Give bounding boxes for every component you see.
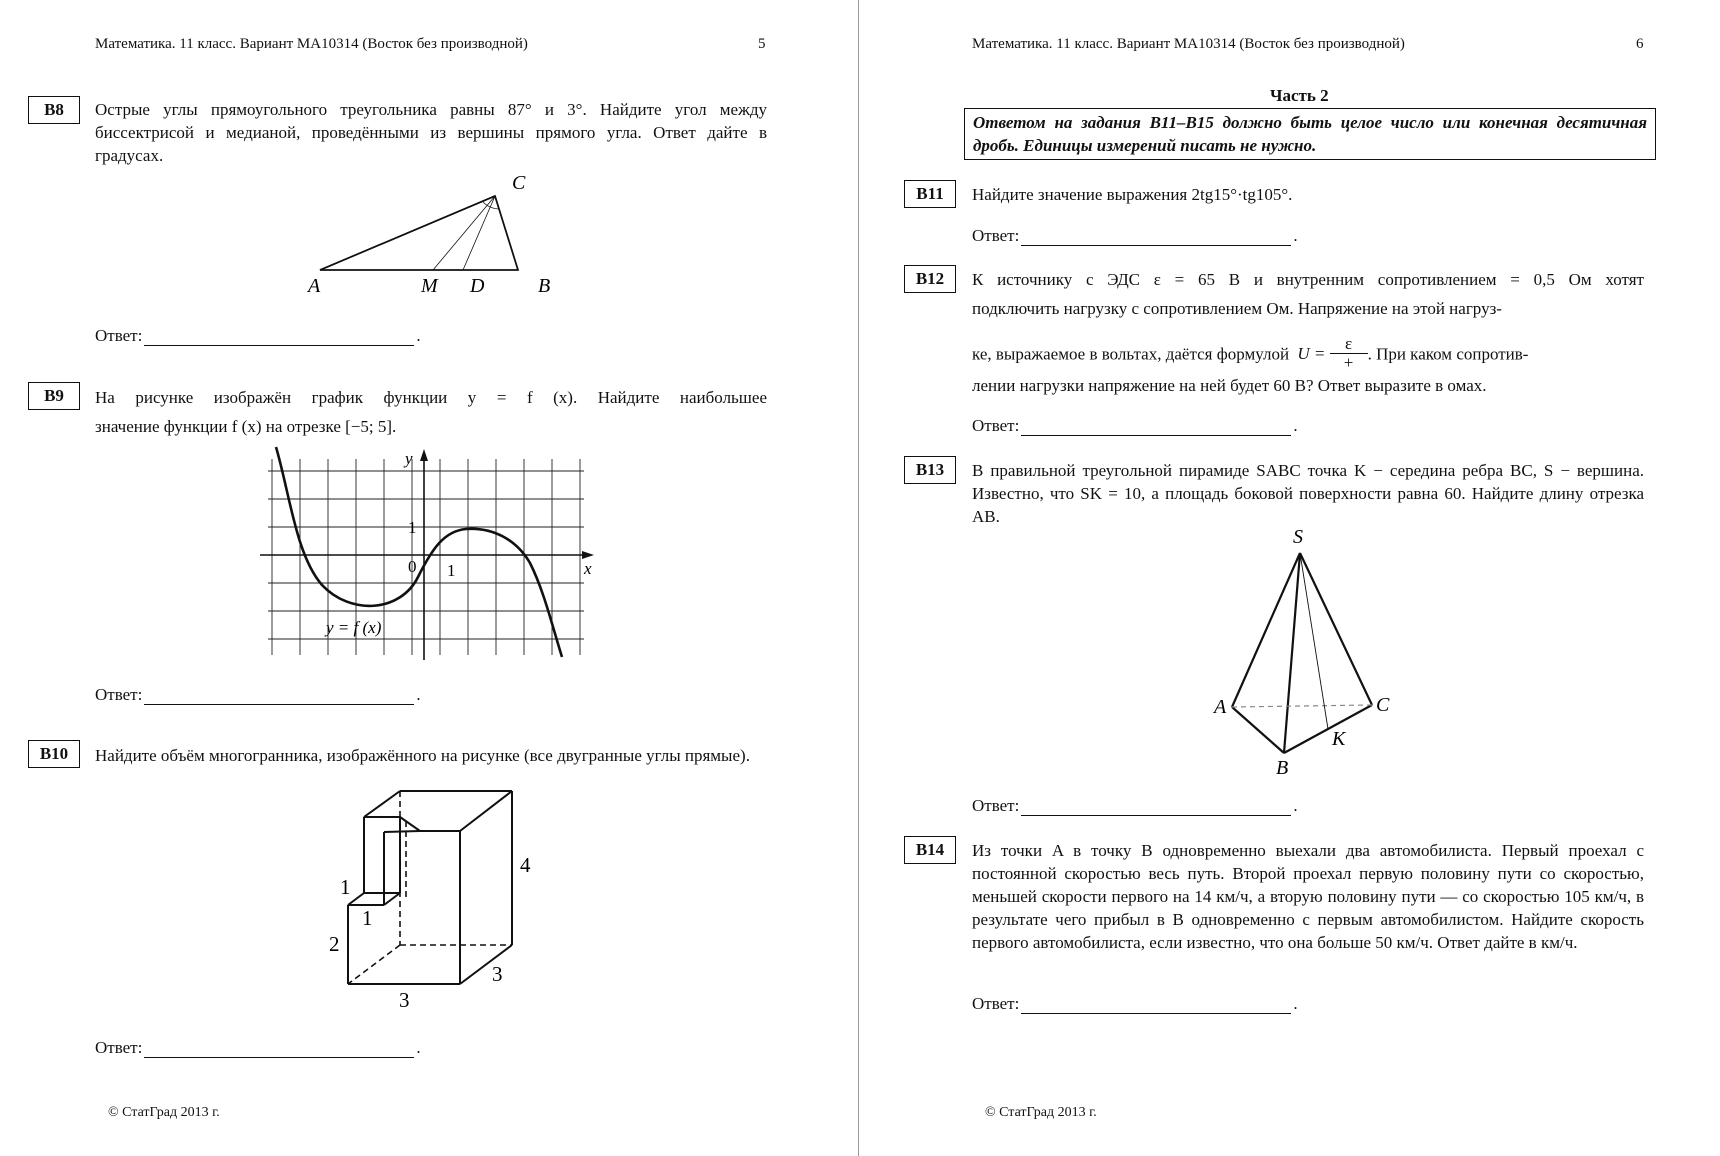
- task-text-b8: Острые углы прямоугольного треугольника равны 87° и 3°. Найдите угол между биссектрисой и медианой, проведёнными из вершины прямого угла. Ответ дайте в градусах.: [95, 100, 767, 165]
- answer-field-b9[interactable]: [144, 688, 414, 705]
- tick-label-x1: 1: [447, 561, 456, 580]
- segment-sk: [1300, 553, 1328, 729]
- task-label-b13: B13: [904, 456, 956, 484]
- page-divider: [858, 0, 859, 1156]
- formula-numerator: ε: [1330, 335, 1368, 354]
- answer-b11: Ответ: .: [972, 226, 1298, 245]
- task-text-b10: Найдите объём многогранника, изображённого на рисунке (все двугранные углы прямые).: [95, 746, 750, 765]
- answer-label-b13: Ответ:: [972, 796, 1020, 815]
- task-text-b9-line2: значение функции f (x) на отрезке [−5; 5].: [95, 417, 397, 436]
- label-b: B: [538, 275, 551, 297]
- dim-label-2: 2: [329, 932, 340, 956]
- left-page-footer: © СтатГрад 2013 г.: [108, 1105, 220, 1120]
- dim-label-3-right: 3: [492, 962, 503, 986]
- right-page-footer: © СтатГрад 2013 г.: [985, 1105, 1097, 1120]
- label-b: B: [1276, 757, 1289, 779]
- edge-ac-hidden: [1232, 705, 1372, 707]
- answer-b8: Ответ: .: [95, 326, 421, 345]
- tick-label-y1: 1: [408, 518, 417, 537]
- formula-denominator: +: [1343, 353, 1354, 372]
- answer-field-b10[interactable]: [144, 1041, 414, 1058]
- triangle-abc: [320, 196, 518, 270]
- label-s: S: [1293, 526, 1303, 548]
- dim-label-3-bottom: 3: [399, 988, 410, 1012]
- task-text-b12-line2: подключить нагрузку с сопротивлением Ом. Напряжение на этой нагруз-: [972, 299, 1502, 318]
- task-text-b11: Найдите значение выражения 2tg15°·tg105°.: [972, 185, 1293, 204]
- task-text-b14: Из точки A в точку B одновременно выехали два автомобилиста. Первый проехал с постоянной скоростью весь путь. Второй проехал первую половину пути со скоростью, меньшей скорости первого на 14 км/ч, а вторую половину пути — со скоростью 105 км/ч, в результате чего прибыл в B одновременно с первым автомобилистом. Найдите скорость первого автомобилиста, если известно, что она больше 50 км/ч. Ответ дайте в км/ч.: [972, 841, 1644, 952]
- answer-field-b12[interactable]: [1021, 419, 1291, 436]
- answer-label-b11: Ответ:: [972, 226, 1020, 245]
- y-axis-arrow: [420, 449, 428, 461]
- label-m: M: [421, 275, 438, 297]
- polyhedron-hidden-edges: [348, 791, 512, 984]
- label-c: C: [512, 172, 526, 194]
- task-label-b14: B14: [904, 836, 956, 864]
- task-label-b8: B8: [28, 96, 80, 124]
- edge-ab: [1232, 707, 1284, 753]
- answer-field-b8[interactable]: [144, 329, 414, 346]
- answer-label-b9: Ответ:: [95, 685, 143, 704]
- answer-b12: Ответ: .: [972, 416, 1298, 435]
- answer-label-b12: Ответ:: [972, 416, 1020, 435]
- label-a: A: [308, 275, 321, 297]
- part-title: Часть 2: [1270, 86, 1329, 105]
- answer-b10: Ответ: .: [95, 1038, 421, 1057]
- function-curve: [276, 447, 562, 657]
- dim-label-1-upper: 1: [340, 875, 351, 899]
- answer-b14: Ответ: .: [972, 994, 1298, 1013]
- formula-lhs: U =: [1297, 344, 1326, 364]
- dim-label-4: 4: [520, 853, 531, 877]
- dim-label-1-lower: 1: [362, 906, 373, 930]
- left-page-header: Математика. 11 класс. Вариант МА10314 (Восток без производной): [95, 36, 528, 52]
- task-text-b13: В правильной треугольной пирамиде SABC точка K − середина ребра BC, S − вершина. Известно, что SK = 10, а площадь боковой поверхности равна 60. Найдите длину отрезка AB.: [972, 461, 1644, 526]
- task-text-b12-line3: [972, 334, 1644, 374]
- answer-b9: Ответ: .: [95, 685, 421, 704]
- x-axis-arrow: [582, 551, 594, 559]
- x-axis-label: x: [584, 559, 592, 578]
- left-page-number: 5: [758, 36, 766, 52]
- label-c: C: [1376, 694, 1390, 716]
- b10-polyhedron-figure: [320, 785, 550, 1010]
- label-d: D: [470, 275, 485, 297]
- label-a: A: [1214, 696, 1227, 718]
- formula-fraction: [1330, 335, 1368, 372]
- part2-notice: Ответом на задания B11–B15 должно быть целое число или конечная десятичная дробь. Единицы измерений писать не нужно.: [964, 108, 1656, 160]
- side-ac: [320, 196, 495, 270]
- task-label-b9: B9: [28, 382, 80, 410]
- task-text-b12-line4: лении нагрузки напряжение на ней будет 60 В? Ответ выразите в омах.: [972, 376, 1487, 395]
- task-label-b11: B11: [904, 180, 956, 208]
- answer-label-b14: Ответ:: [972, 994, 1020, 1013]
- answer-field-b13[interactable]: [1021, 799, 1291, 816]
- left-page: [0, 0, 858, 1156]
- answer-label-b8: Ответ:: [95, 326, 143, 345]
- b13-pyramid-figure: [1200, 525, 1410, 780]
- side-cb: [495, 196, 518, 270]
- function-label: y = f (x): [326, 618, 382, 637]
- label-k: K: [1332, 728, 1346, 750]
- answer-b13: Ответ: .: [972, 796, 1298, 815]
- graph-grid: [268, 459, 584, 655]
- answer-field-b11[interactable]: [1021, 229, 1291, 246]
- b8-triangle-figure: [300, 165, 580, 295]
- task-text-b12-line1: К источнику с ЭДС ε = 65 В и внутренним сопротивлением = 0,5 Ом хотят: [972, 270, 1644, 289]
- task-label-b12: B12: [904, 265, 956, 293]
- polyhedron-solid-edges: [348, 791, 512, 984]
- b12-line3-pre: ке, выражаемое в вольтах, даётся формулой: [972, 344, 1290, 364]
- right-page: [860, 0, 1720, 1156]
- task-label-b10: B10: [28, 740, 80, 768]
- task-text-b9-line1: На рисунке изображён график функции y = f (x). Найдите наибольшее: [95, 388, 767, 407]
- answer-field-b14[interactable]: [1021, 997, 1291, 1014]
- right-page-header: Математика. 11 класс. Вариант МА10314 (Восток без производной): [972, 36, 1405, 52]
- origin-label: 0: [408, 557, 417, 576]
- b9-function-graph: [260, 445, 600, 665]
- edge-sc: [1300, 553, 1372, 705]
- median-cm: [433, 196, 495, 270]
- right-page-number: 6: [1636, 36, 1644, 52]
- b12-line3-post: . При каком сопротив-: [1367, 344, 1529, 364]
- y-axis-label: y: [405, 449, 413, 468]
- answer-label-b10: Ответ:: [95, 1038, 143, 1057]
